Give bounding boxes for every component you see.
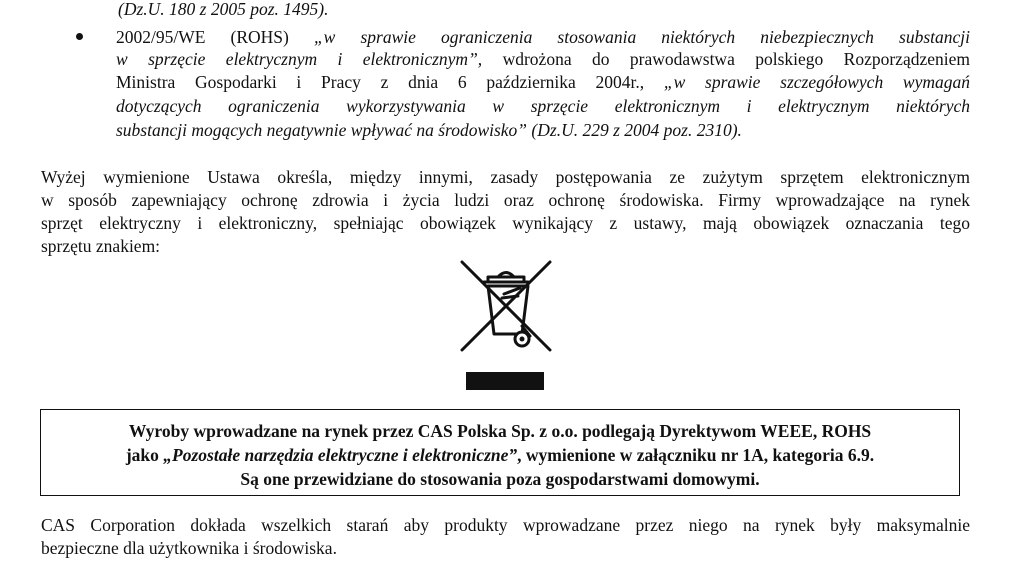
bullet-line-4: dotyczących ograniczenia wykorzystywania w sprzęcie elektronicznym i elektrycznym niektórych xyxy=(116,96,970,116)
bullet-dot xyxy=(76,33,83,40)
notice-box xyxy=(40,409,960,496)
notice-line-1: Wyroby wprowadzane na rynek przez CAS Polska Sp. z o.o. podlegają Dyrektywom WEEE, ROHS xyxy=(128,421,872,441)
bullet-line-5: substancji mogących negatywnie wpływać na środowisko” (Dz.U. 229 z 2004 poz. 2310). xyxy=(116,120,742,140)
reference-text: (Dz.U. 180 z 2005 poz. 1495). xyxy=(118,0,329,19)
para1-line-4: sprzętu znakiem: xyxy=(41,236,161,256)
reference-line xyxy=(118,0,329,20)
para2-line-2: bezpieczne dla użytkownika i środowiska. xyxy=(41,538,337,558)
para1-line-1: Wyżej wymienione Ustawa określa, między innymi, zasady postępowania ze zużytym sprzętem elektronicznym xyxy=(41,167,970,187)
para1-line-2: w sposób zapewniający ochronę zdrowia i życia ludzi oraz ochronę środowiska. Firmy wprowadzające na rynek xyxy=(41,190,970,210)
bullet-line-2: w sprzęcie elektrycznym i elektronicznym”, wdrożona do prawodawstwa polskiego Rozporządzeniem xyxy=(116,49,970,69)
bullet-line-1: 2002/95/WE (ROHS) „w sprawie ograniczenia stosowania niektórych niebezpiecznych substancji xyxy=(116,27,970,47)
bullet-line-3: Ministra Gospodarki i Pracy z dnia 6 października 2004r., „w sprawie szczegółowych wymagań xyxy=(116,72,970,92)
notice-line-2: jako „Pozostałe narzędzia elektryczne i elektroniczne”, wymienione w załączniku nr 1A, kategoria 6.9. xyxy=(125,445,875,465)
para2-line-1: CAS Corporation dokłada wszelkich starań aby produkty wprowadzane przez niego na rynek były maksymalnie xyxy=(41,515,970,535)
para1-line-3: sprzęt elektryczny i elektroniczny, spełniając obowiązek wynikający z ustawy, mają obowiązek oznaczania tego xyxy=(41,213,970,233)
weee-bin-icon xyxy=(458,258,554,394)
notice-line-3: Są one przewidziane do stosowania poza gospodarstwami domowymi. xyxy=(240,469,760,489)
